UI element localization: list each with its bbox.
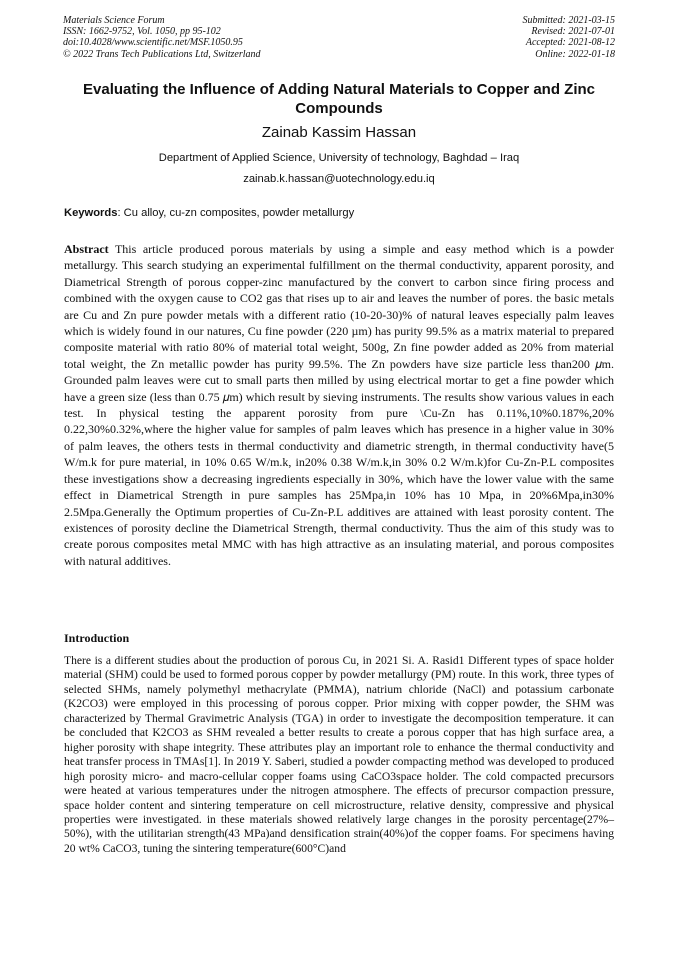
abstract xyxy=(64,241,614,569)
publication-dates xyxy=(395,15,615,60)
author-email: zainab.k.hassan@uotechnology.edu.iq xyxy=(243,173,435,185)
date-accepted: Accepted: 2021-08-12 xyxy=(525,37,615,49)
journal-info xyxy=(63,15,383,60)
date-online: Online: 2022-01-18 xyxy=(535,48,615,60)
journal-name: Materials Science Forum xyxy=(63,15,165,26)
author-affiliation: Department of Applied Science, University of technology, Baghdad – Iraq xyxy=(158,152,520,164)
introduction-text: There is a different studies about the production of porous Cu, in 2021 Si. A. Rasid1 Different types of space holder material (SHM) could be used to formed porous copper by powder metallurgy (PM) route. In this work, three types of selected SHMs, namely polymethyl methacrylate (PMMA), natrium chloride (NaCl) and potassium carbonate (K2CO3) were employed in this processing of porous copper. Prior mixing with copper powder, the SHM was characterized by Thermal Gravimetric Analysis (TGA) in order to investigate the decomposition temperature. it can be concluded that K2CO3 as SHM revealed a better results to create a porous copper that has high surface area, a higher porosity with shape integrity. These attributes play an important role to enhance the thermal conductivity and heat transfer process in TMAs[1]. In 2019 Y. Saberi, studied a powder compacting method was developed to produced high porosity micro- and macro-cellular copper foams using CaCO3space holder. The cold compacted precursors were heated at various temperatures under the nitrogen atmosphere. The effects of precursor compaction pressure, space holder content and sintering temperature on cell microstructure, relative density, compressive and physical properties were investigated. in these materials showed relatively large changes in the porosity percentage(27%–50%), with the utilitarian strength(43 MPa)and densification strain(40%)of the copper foams. For specimens having 20 wt% CaCO3, tuning the sintering temperature(600°C)and xyxy=(64,654,614,855)
journal-issn: ISSN: 1662-9752, Vol. 1050, pp 95-102 xyxy=(63,26,221,38)
keywords-text: : Cu alloy, cu-zn composites, powder metallurgy xyxy=(117,207,355,219)
keywords xyxy=(64,206,624,220)
date-revised: Revised: 2021-07-01 xyxy=(531,26,615,38)
journal-doi: doi:10.4028/www.scientific.net/MSF.1050.95 xyxy=(63,37,243,49)
paper-title: Evaluating the Influence of Adding Natural Materials to Copper and Zinc Compounds xyxy=(83,81,595,117)
journal-copyright: © 2022 Trans Tech Publications Ltd, Switzerland xyxy=(63,48,261,60)
date-submitted: Submitted: 2021-03-15 xyxy=(522,15,615,26)
abstract-label: Abstract xyxy=(64,242,109,256)
keywords-label: Keywords xyxy=(64,207,118,219)
author-name: Zainab Kassim Hassan xyxy=(261,124,417,141)
abstract-text: This article produced porous materials by using a simple and easy method which is a powder metallurgy. This search studying an experimental fulfillment on the thermal conductivity, apparent porosity, and Diametrical Strength of porous copper-zinc manufactured by the convert to carbon since firing process and combined with the oxygen cause to CO2 gas that rises up to air and leaves the number of pores. the basic metals are Cu and Zn pure powder metals with a different ratio (10-20-30)% of natural leaves especially palm leaves which is widely found in our natures, Cu fine powder (220 µm) has purity 99.5% as a matrix material to prepared composite material with ratio 80% of material total weight, 500g, Zn fine powder added as 20% from material total weight, the Zn metallic powder has purity 99.5%. The Zn powders have size particle less than200 𝜇m. Grounded palm leaves were cut to small parts then milled by using electrical mortar to get a fine powder which have a green size (less than 0.75 𝜇m) which result by sieving instruments. The results show various values in each test. In physical testing the apparent porosity from pure \Cu-Zn has 0.11%,10%0.187%,20% 0.22,30%0.32%,where the higher value for samples of palm leaves which has presence in a higher value in 30% of palm leaves, the others tests in thermal conductivity and diametric strength, in thermal conductivity have(5 W/m.k for pure material, in 10% 0.65 W/m.k, in20% 0.38 W/m.k,in 30% 0.2 W/m.k)for Cu-Zn-P.L composites these investigations show a decreasing ingredients especially in 30%, which have the lower value with the same effect in Diametrical Strength in pure samples has 25Mpa,in 10% has 10 Mpa, in 20%6Mpa,in30% 2.5Mpa.Generally the Optimum properties of Cu-Zn-P.L additives are attained with least porosity content. The existences of porosity decline the Diametrical Strength, thermal conductivity. Thus the aim of this study was to create porous composites metal MMC with has high attractive as an insulating material, and porous composites with natural additives. xyxy=(64,242,614,568)
introduction-heading: Introduction xyxy=(64,631,130,645)
